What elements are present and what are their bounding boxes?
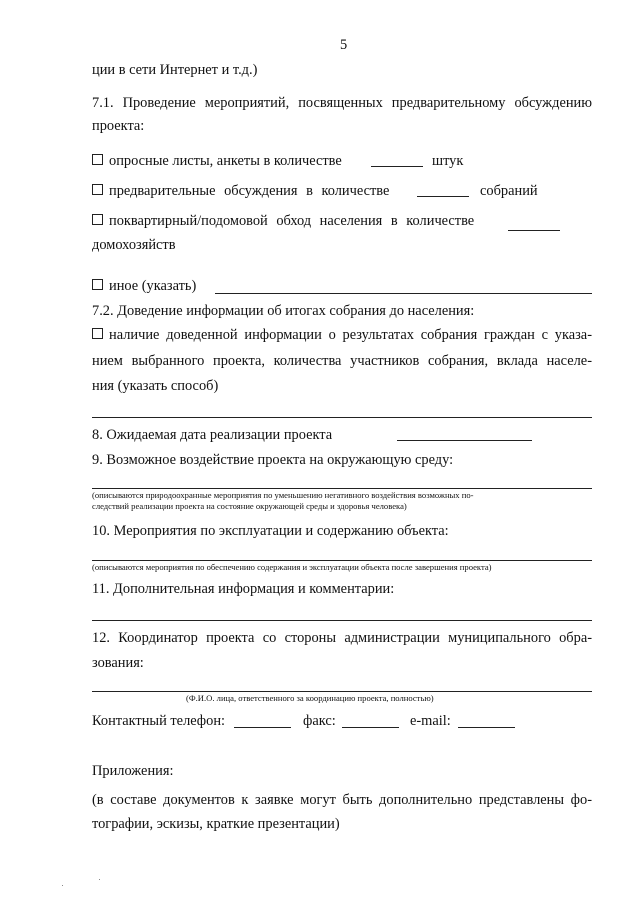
environment-impact-field[interactable] <box>92 488 592 489</box>
scan-speck <box>99 879 100 880</box>
section-7-1-title-cont: проекта: <box>92 118 145 134</box>
checkbox-other[interactable] <box>92 279 103 290</box>
section-12-note: (Ф.И.О. лица, ответственного за координацию проекта, полностью) <box>186 693 434 703</box>
option-survey-unit: штук <box>432 153 464 169</box>
continuation-text: ции в сети Интернет и т.д.) <box>92 62 258 78</box>
contact-fax-label: факс: <box>303 713 336 729</box>
implementation-date-field[interactable] <box>397 440 532 441</box>
option-door-to-door-label: поквартирный/подомовой обход населения в количестве <box>109 213 475 229</box>
option-discussions <box>92 182 389 200</box>
scan-speck <box>62 885 63 886</box>
option-discussions-unit: собраний <box>480 183 538 199</box>
section-10-note: (описываются мероприятия по обеспечению содержания и эксплуатации объекта после завершения проекта) <box>92 562 492 572</box>
checkbox-door-to-door[interactable] <box>92 214 103 225</box>
contact-phone-field[interactable] <box>234 727 291 728</box>
survey-count-field[interactable] <box>371 166 423 167</box>
additional-info-field[interactable] <box>92 620 592 621</box>
section-11-title: 11. Дополнительная информация и комментарии: <box>92 581 395 597</box>
coordinator-name-field[interactable] <box>92 691 592 692</box>
option-survey-label: опросные листы, анкеты в количестве <box>109 153 342 169</box>
info-method-field[interactable] <box>92 417 592 418</box>
section-8-title: 8. Ожидаемая дата реализации проекта <box>92 427 333 443</box>
section-9-title: 9. Возможное воздействие проекта на окружающую среду: <box>92 452 454 468</box>
section-10-title: 10. Мероприятия по эксплуатации и содержанию объекта: <box>92 523 449 539</box>
section-12-line2: зования: <box>92 655 144 671</box>
door-to-door-count-field[interactable] <box>508 230 560 231</box>
contact-phone-label: Контактный телефон: <box>92 713 226 729</box>
option-other-label: иное (указать) <box>109 278 197 294</box>
section-7-2-title: 7.2. Доведение информации об итогах собрания до населения: <box>92 303 475 319</box>
section-9-note-line1: (описываются природоохранные мероприятия по уменьшению негативного воздействия возможных по- <box>92 490 474 500</box>
option-other <box>92 277 196 295</box>
appendix-line1: (в составе документов к заявке могут быть дополнительно представлены фо- <box>92 792 592 808</box>
option-survey <box>92 152 342 170</box>
section-12-line1: 12. Координатор проекта со стороны администрации муниципального обра- <box>92 630 592 646</box>
appendix-line2: тографии, эскизы, краткие презентации) <box>92 816 340 832</box>
contact-fax-field[interactable] <box>342 727 399 728</box>
option-door-to-door <box>92 212 474 230</box>
section-7-2-line1 <box>92 326 592 344</box>
contact-email-label: e-mail: <box>410 713 451 729</box>
page-number: 5 <box>340 37 348 53</box>
maintenance-field[interactable] <box>92 560 592 561</box>
appendix-title: Приложения: <box>92 763 174 779</box>
checkbox-discussions[interactable] <box>92 184 103 195</box>
contact-email-field[interactable] <box>458 727 515 728</box>
checkbox-info-provided[interactable] <box>92 328 103 339</box>
option-door-to-door-unit: домохозяйств <box>92 237 176 253</box>
section-7-1-title: 7.1. Проведение мероприятий, посвященных предварительному обсуждению <box>92 95 592 111</box>
other-specify-field[interactable] <box>215 293 592 294</box>
section-7-2-line1-text: наличие доведенной информации о результатах собрания граждан с указа- <box>109 327 592 343</box>
option-discussions-label: предварительные обсуждения в количестве <box>109 183 390 199</box>
section-7-2-line3: ния (указать способ) <box>92 378 219 394</box>
section-7-2-line2: нием выбранного проекта, количества участников собрания, вклада населе- <box>92 353 592 369</box>
section-9-note-line2: следствий реализации проекта на состояние окружающей среды и здоровья человека) <box>92 501 407 511</box>
discussions-count-field[interactable] <box>417 196 469 197</box>
checkbox-survey[interactable] <box>92 154 103 165</box>
